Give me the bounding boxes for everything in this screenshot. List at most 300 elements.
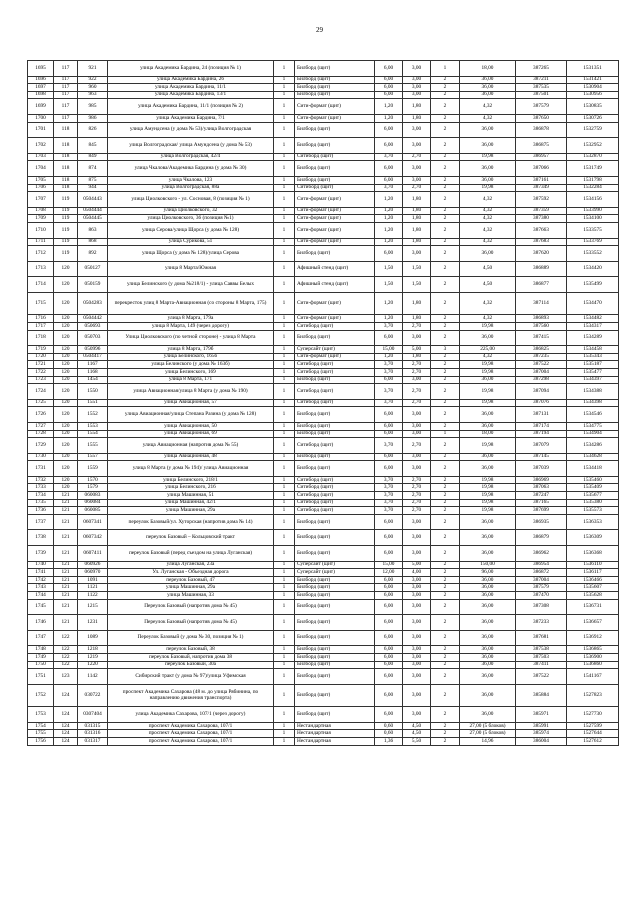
registry-id-cell: 387211 <box>516 76 567 84</box>
object-id-cell: 1527730 <box>567 707 619 723</box>
table-row <box>28 684 619 707</box>
height-cell: 3,00 <box>403 615 431 631</box>
zone-cell: 120 <box>54 353 78 361</box>
structure-type-cell: Афишный стенд (щит) <box>295 277 375 293</box>
height-cell: 3,00 <box>403 422 431 430</box>
position-number-cell: 0504283 <box>78 292 108 315</box>
row-number-cell: 1751 <box>28 669 54 685</box>
zone-cell: 119 <box>54 238 78 246</box>
address-cell: переулок Базовый – Кольцовский тракт <box>108 530 274 546</box>
width-cell: 6,00 <box>375 461 403 477</box>
address-cell: улица Авиационная, 57 <box>108 399 274 407</box>
height-cell: 3,00 <box>403 653 431 661</box>
registry-id-cell: 386935 <box>516 514 567 530</box>
height-cell: 3,00 <box>403 661 431 669</box>
registry-id-cell: 387165 <box>516 499 567 507</box>
registry-id-cell: 385974 <box>516 730 567 738</box>
table-row <box>28 738 619 746</box>
address-cell: улица Белинского, 165б <box>108 353 274 361</box>
position-number-cell: 1551 <box>78 399 108 407</box>
area-cell: 19,98 <box>460 361 516 369</box>
zone-cell: 122 <box>54 653 78 661</box>
row-number-cell: 1732 <box>28 476 54 484</box>
address-cell: улица Сурикова, 51 <box>108 238 274 246</box>
position-number-cell: 030722 <box>78 684 108 707</box>
registry-id-cell: 387522 <box>516 361 567 369</box>
sides-count-cell: 1 <box>274 61 295 77</box>
row-number-cell: 1755 <box>28 730 54 738</box>
registry-id-cell: 387560 <box>516 322 567 330</box>
registry-id-cell: 387094 <box>516 384 567 400</box>
row-number-cell: 1707 <box>28 192 54 208</box>
sides-count-cell: 1 <box>274 492 295 500</box>
zone-cell: 118 <box>54 184 78 192</box>
position-number-cell: 050159 <box>78 277 108 293</box>
surface-count-cell: 2 <box>431 84 460 92</box>
structure-type-cell: Билборд (щит) <box>295 669 375 685</box>
table-row <box>28 499 619 507</box>
row-number-cell: 1730 <box>28 453 54 461</box>
address-cell: Переулок Базовый (напротив дома № 45) <box>108 615 274 631</box>
width-cell: 6,00 <box>375 176 403 184</box>
registry-id-cell: 386875 <box>516 138 567 154</box>
position-number-cell: 0504417 <box>78 353 108 361</box>
address-cell: улица Волгоградская/ улица Амундсена (у дома № 53) <box>108 138 274 154</box>
sides-count-cell: 1 <box>274 507 295 515</box>
sides-count-cell: 1 <box>274 576 295 584</box>
area-cell: 36,00 <box>460 376 516 384</box>
position-number-cell: 921 <box>78 61 108 77</box>
width-cell: 6,00 <box>375 122 403 138</box>
area-cell: 36,00 <box>460 514 516 530</box>
area-cell: 36,00 <box>460 422 516 430</box>
surface-count-cell: 2 <box>431 184 460 192</box>
address-cell: улица Чкалова/Академика Бардина (у дома № 30) <box>108 161 274 177</box>
width-cell: 15,00 <box>375 561 403 569</box>
width-cell: 6,00 <box>375 138 403 154</box>
surface-count-cell: 2 <box>431 161 460 177</box>
table-row <box>28 646 619 654</box>
row-number-cell: 1739 <box>28 546 54 562</box>
table-row <box>28 722 619 730</box>
width-cell: 1,20 <box>375 99 403 115</box>
registry-id-cell: 387620 <box>516 246 567 262</box>
structure-type-cell: Билборд (щит) <box>295 653 375 661</box>
height-cell: 3,00 <box>403 461 431 477</box>
zone-cell: 121 <box>54 561 78 569</box>
height-cell: 3,00 <box>403 453 431 461</box>
zone-cell: 120 <box>54 453 78 461</box>
object-id-cell: 1535343 <box>567 353 619 361</box>
object-id-cell: 1536860 <box>567 661 619 669</box>
table-row <box>28 315 619 323</box>
structure-type-cell: Нестандартная <box>295 730 375 738</box>
object-id-cell: 1536865 <box>567 646 619 654</box>
zone-cell: 118 <box>54 122 78 138</box>
position-number-cell: 985 <box>78 99 108 115</box>
width-cell: 3,70 <box>375 492 403 500</box>
object-id-cell: 1527599 <box>567 722 619 730</box>
registry-id-cell: 386878 <box>516 122 567 138</box>
width-cell: 0,60 <box>375 722 403 730</box>
registry-id-cell: 387522 <box>516 669 567 685</box>
width-cell: 3,70 <box>375 507 403 515</box>
surface-count-cell: 2 <box>431 476 460 484</box>
height-cell: 3,00 <box>403 122 431 138</box>
table-row <box>28 153 619 161</box>
sides-count-cell: 1 <box>274 530 295 546</box>
zone-cell: 121 <box>54 530 78 546</box>
structure-type-cell: Сити-формат (щит) <box>295 192 375 208</box>
structure-type-cell: Сити-формат (щит) <box>295 238 375 246</box>
structure-type-cell: Ситиборд (щит) <box>295 438 375 454</box>
registry-id-cell: 387247 <box>516 492 567 500</box>
surface-count-cell: 2 <box>431 499 460 507</box>
registry-id-cell: 386004 <box>516 738 567 746</box>
height-cell: 3,00 <box>403 584 431 592</box>
sides-count-cell: 1 <box>274 176 295 184</box>
object-id-cell: 1534418 <box>567 461 619 477</box>
zone-cell: 118 <box>54 161 78 177</box>
object-id-cell: 1531749 <box>567 161 619 177</box>
row-number-cell: 1702 <box>28 138 54 154</box>
address-cell: улица Авиационная/улица 8 Марта (у дома № 190) <box>108 384 274 400</box>
registry-id-cell: 387076 <box>516 399 567 407</box>
zone-cell: 120 <box>54 384 78 400</box>
row-number-cell: 1714 <box>28 277 54 293</box>
structure-type-cell: Билборд (щит) <box>295 592 375 600</box>
width-cell: 6,00 <box>375 576 403 584</box>
position-number-cell: 060084 <box>78 499 108 507</box>
surface-count-cell: 2 <box>431 91 460 99</box>
position-number-cell: 050693 <box>78 322 108 330</box>
width-cell: 6,00 <box>375 246 403 262</box>
structure-type-cell: Нестандартная <box>295 722 375 730</box>
registry-id-cell: 387079 <box>516 438 567 454</box>
object-id-cell: 1533575 <box>567 222 619 238</box>
height-cell: 1,80 <box>403 192 431 208</box>
structure-type-cell: Ситиборд (щит) <box>295 153 375 161</box>
zone-cell: 121 <box>54 499 78 507</box>
sides-count-cell: 1 <box>274 215 295 223</box>
structure-type-cell: Сити-формат (щит) <box>295 207 375 215</box>
height-cell: 3,00 <box>403 630 431 646</box>
registry-id-cell: 387538 <box>516 646 567 654</box>
address-cell: улица 8 Марта, 149 (через дорогу) <box>108 322 274 330</box>
row-number-cell: 1747 <box>28 630 54 646</box>
sides-count-cell: 1 <box>274 384 295 400</box>
area-cell: 36,00 <box>460 584 516 592</box>
area-cell: 19,98 <box>460 399 516 407</box>
registry-id-cell: 386957 <box>516 153 567 161</box>
height-cell: 3,00 <box>403 376 431 384</box>
table-row <box>28 430 619 438</box>
address-cell: проспект Академика Сахарова, 107/1 <box>108 722 274 730</box>
row-number-cell: 1718 <box>28 330 54 346</box>
zone-cell: 120 <box>54 399 78 407</box>
width-cell: 6,00 <box>375 91 403 99</box>
position-number-cell: 874 <box>78 161 108 177</box>
width-cell: 6,00 <box>375 376 403 384</box>
surface-count-cell: 2 <box>431 453 460 461</box>
width-cell: 1,50 <box>375 261 403 277</box>
width-cell: 1,20 <box>375 114 403 122</box>
registry-id-cell: 387039 <box>516 461 567 477</box>
address-cell: улица Чкалова, 123 <box>108 176 274 184</box>
surface-count-cell: 2 <box>431 684 460 707</box>
sides-count-cell: 1 <box>274 376 295 384</box>
table-row <box>28 653 619 661</box>
height-cell: 4,50 <box>403 730 431 738</box>
structure-type-cell: Билборд (щит) <box>295 599 375 615</box>
zone-cell: 120 <box>54 346 78 354</box>
row-number-cell: 1720 <box>28 353 54 361</box>
registry-id-cell: 387592 <box>516 192 567 208</box>
height-cell: 5,50 <box>403 738 431 746</box>
position-number-cell: 849 <box>78 153 108 161</box>
height-cell: 3,00 <box>403 514 431 530</box>
row-number-cell: 1726 <box>28 407 54 423</box>
row-number-cell: 1731 <box>28 461 54 477</box>
table-row <box>28 238 619 246</box>
area-cell: 36,00 <box>460 576 516 584</box>
position-number-cell: 031315 <box>78 722 108 730</box>
address-cell: улица Академика Бардина, 26 <box>108 76 274 84</box>
height-cell: 3,00 <box>403 176 431 184</box>
object-id-cell: 1535573 <box>567 507 619 515</box>
registry-id-cell: 387579 <box>516 99 567 115</box>
surface-count-cell: 2 <box>431 653 460 661</box>
registry-id-cell: 387663 <box>516 222 567 238</box>
width-cell: 6,00 <box>375 707 403 723</box>
registry-id-cell: 386954 <box>516 561 567 569</box>
position-number-cell: 0504443 <box>78 192 108 208</box>
width-cell: 6,00 <box>375 615 403 631</box>
table-row <box>28 514 619 530</box>
registry-id-cell: 387004 <box>516 368 567 376</box>
sides-count-cell: 1 <box>274 246 295 262</box>
zone-cell: 122 <box>54 630 78 646</box>
area-cell: 150,00 <box>460 561 516 569</box>
surface-count-cell: 2 <box>431 630 460 646</box>
table-row <box>28 91 619 99</box>
sides-count-cell: 1 <box>274 353 295 361</box>
registry-id-cell: 387145 <box>516 453 567 461</box>
surface-count-cell: 2 <box>431 722 460 730</box>
table-row <box>28 399 619 407</box>
position-number-cell: 922 <box>78 76 108 84</box>
registry-id-cell: 387194 <box>516 430 567 438</box>
table-row <box>28 246 619 262</box>
height-cell: 1,80 <box>403 99 431 115</box>
structure-type-cell: Билборд (щит) <box>295 430 375 438</box>
height-cell: 3,00 <box>403 76 431 84</box>
area-cell: 36,00 <box>460 684 516 707</box>
sides-count-cell: 1 <box>274 669 295 685</box>
area-cell: 4,32 <box>460 99 516 115</box>
structure-type-cell: Сити-формат (щит) <box>295 222 375 238</box>
sides-count-cell: 1 <box>274 322 295 330</box>
row-number-cell: 1746 <box>28 615 54 631</box>
sides-count-cell: 1 <box>274 599 295 615</box>
position-number-cell: 875 <box>78 176 108 184</box>
structure-type-cell: Ситиборд (щит) <box>295 507 375 515</box>
zone-cell: 120 <box>54 322 78 330</box>
table-row <box>28 292 619 315</box>
row-number-cell: 1744 <box>28 592 54 600</box>
width-cell: 3,70 <box>375 322 403 330</box>
table-row <box>28 453 619 461</box>
surface-count-cell: 2 <box>431 246 460 262</box>
position-number-cell: 0607341 <box>78 514 108 530</box>
area-cell: 36,00 <box>460 630 516 646</box>
sides-count-cell: 1 <box>274 361 295 369</box>
row-number-cell: 1695 <box>28 61 54 77</box>
height-cell: 2,70 <box>403 184 431 192</box>
object-id-cell: 1533552 <box>567 246 619 262</box>
sides-count-cell: 1 <box>274 368 295 376</box>
surface-count-cell: 2 <box>431 646 460 654</box>
address-cell: улица Авиационная, 48 <box>108 453 274 461</box>
sides-count-cell: 1 <box>274 453 295 461</box>
position-number-cell: 0504442 <box>78 315 108 323</box>
address-cell: улица Авиационная (напротив дома № 55) <box>108 438 274 454</box>
table-row <box>28 122 619 138</box>
sides-count-cell: 1 <box>274 661 295 669</box>
area-cell: 18,00 <box>460 61 516 77</box>
address-cell: улица Машинная, 29а <box>108 507 274 515</box>
area-cell: 19,98 <box>460 153 516 161</box>
structure-type-cell: Билборд (щит) <box>295 161 375 177</box>
row-number-cell: 1753 <box>28 707 54 723</box>
position-number-cell: 060083 <box>78 492 108 500</box>
surface-count-cell: 2 <box>431 599 460 615</box>
width-cell: 1,36 <box>375 738 403 746</box>
sides-count-cell: 1 <box>274 730 295 738</box>
position-number-cell: 1570 <box>78 476 108 484</box>
zone-cell: 120 <box>54 277 78 293</box>
object-id-cell: 1536353 <box>567 514 619 530</box>
address-cell: переулок Базовый/ул. Хуторская (напротив дома № 14) <box>108 514 274 530</box>
zone-cell: 117 <box>54 91 78 99</box>
surface-count-cell: 2 <box>431 438 460 454</box>
object-id-cell: 1534546 <box>567 407 619 423</box>
row-number-cell: 1748 <box>28 646 54 654</box>
structure-type-cell: Ситиборд (щит) <box>295 499 375 507</box>
width-cell: 6,00 <box>375 76 403 84</box>
registry-id-cell: 387501 <box>516 91 567 99</box>
area-cell: 4,32 <box>460 207 516 215</box>
zone-cell: 122 <box>54 661 78 669</box>
address-cell: перекресток улиц 8 Марта-Авиационная (со стороны 8 Марта, 175) <box>108 292 274 315</box>
position-number-cell: 0607342 <box>78 530 108 546</box>
width-cell: 1,20 <box>375 315 403 323</box>
table-row <box>28 484 619 492</box>
height-cell: 1,80 <box>403 207 431 215</box>
sides-count-cell: 1 <box>274 114 295 122</box>
position-number-cell: 1559 <box>78 461 108 477</box>
position-number-cell: 892 <box>78 246 108 262</box>
width-cell: 6,00 <box>375 599 403 615</box>
object-id-cell: 1534289 <box>567 330 619 346</box>
area-cell: 4,50 <box>460 261 516 277</box>
object-id-cell: 1527644 <box>567 730 619 738</box>
registry-id-cell: 387349 <box>516 184 567 192</box>
position-number-cell: 050127 <box>78 261 108 277</box>
sides-count-cell: 1 <box>274 561 295 569</box>
sides-count-cell: 1 <box>274 476 295 484</box>
structure-type-cell: Билборд (щит) <box>295 461 375 477</box>
table-row <box>28 161 619 177</box>
sides-count-cell: 1 <box>274 122 295 138</box>
advertising-structures-table <box>27 60 619 746</box>
registry-id-cell: 386879 <box>516 530 567 546</box>
surface-count-cell: 2 <box>431 215 460 223</box>
height-cell: 3,00 <box>403 546 431 562</box>
surface-count-cell: 2 <box>431 315 460 323</box>
height-cell: 4,00 <box>403 569 431 577</box>
object-id-cell: 1535607 <box>567 584 619 592</box>
area-cell: 36,00 <box>460 615 516 631</box>
address-cell: улица Циолковского, 32 <box>108 207 274 215</box>
registry-id-cell: 387298 <box>516 376 567 384</box>
position-number-cell: 0607411 <box>78 546 108 562</box>
height-cell: 2,70 <box>403 368 431 376</box>
sides-count-cell: 1 <box>274 315 295 323</box>
zone-cell: 117 <box>54 84 78 92</box>
position-number-cell: 1089 <box>78 630 108 646</box>
area-cell: 19,98 <box>460 438 516 454</box>
structure-type-cell: Билборд (щит) <box>295 122 375 138</box>
area-cell: 4,32 <box>460 222 516 238</box>
address-cell: улица Академика Бардина, 13/1 <box>108 91 274 99</box>
height-cell: 2,70 <box>403 322 431 330</box>
table-row <box>28 176 619 184</box>
area-cell: 19,98 <box>460 499 516 507</box>
surface-count-cell: 2 <box>431 569 460 577</box>
structure-type-cell: Ситиборд (щит) <box>295 484 375 492</box>
area-cell: 19,98 <box>460 507 516 515</box>
structure-type-cell: Билборд (щит) <box>295 707 375 723</box>
row-number-cell: 1729 <box>28 438 54 454</box>
object-id-cell: 1534482 <box>567 315 619 323</box>
zone-cell: 121 <box>54 615 78 631</box>
zone-cell: 120 <box>54 376 78 384</box>
table-row <box>28 346 619 354</box>
address-cell: улица Белинского (у дома № 163б) <box>108 361 274 369</box>
sides-count-cell: 1 <box>274 222 295 238</box>
address-cell: проспект Академика Сахарова (48 м. до улица Рябинина, по направлению движения транспорта) <box>108 684 274 707</box>
table-row <box>28 630 619 646</box>
area-cell: 19,98 <box>460 484 516 492</box>
address-cell: переулок Базовый, 47 <box>108 576 274 584</box>
registry-id-cell: 387699 <box>516 507 567 515</box>
structure-type-cell: Суперсайт (щит) <box>295 569 375 577</box>
registry-id-cell: 386877 <box>516 277 567 293</box>
object-id-cell: 1534317 <box>567 322 619 330</box>
area-cell: 96,00 <box>460 569 516 577</box>
table-row <box>28 438 619 454</box>
table-row <box>28 461 619 477</box>
width-cell: 6,00 <box>375 530 403 546</box>
zone-cell: 120 <box>54 484 78 492</box>
row-number-cell: 1742 <box>28 576 54 584</box>
height-cell: 3,00 <box>403 161 431 177</box>
surface-count-cell: 2 <box>431 507 460 515</box>
registry-id-cell: 387683 <box>516 238 567 246</box>
position-number-cell: 060970 <box>78 569 108 577</box>
area-cell: 4,32 <box>460 315 516 323</box>
